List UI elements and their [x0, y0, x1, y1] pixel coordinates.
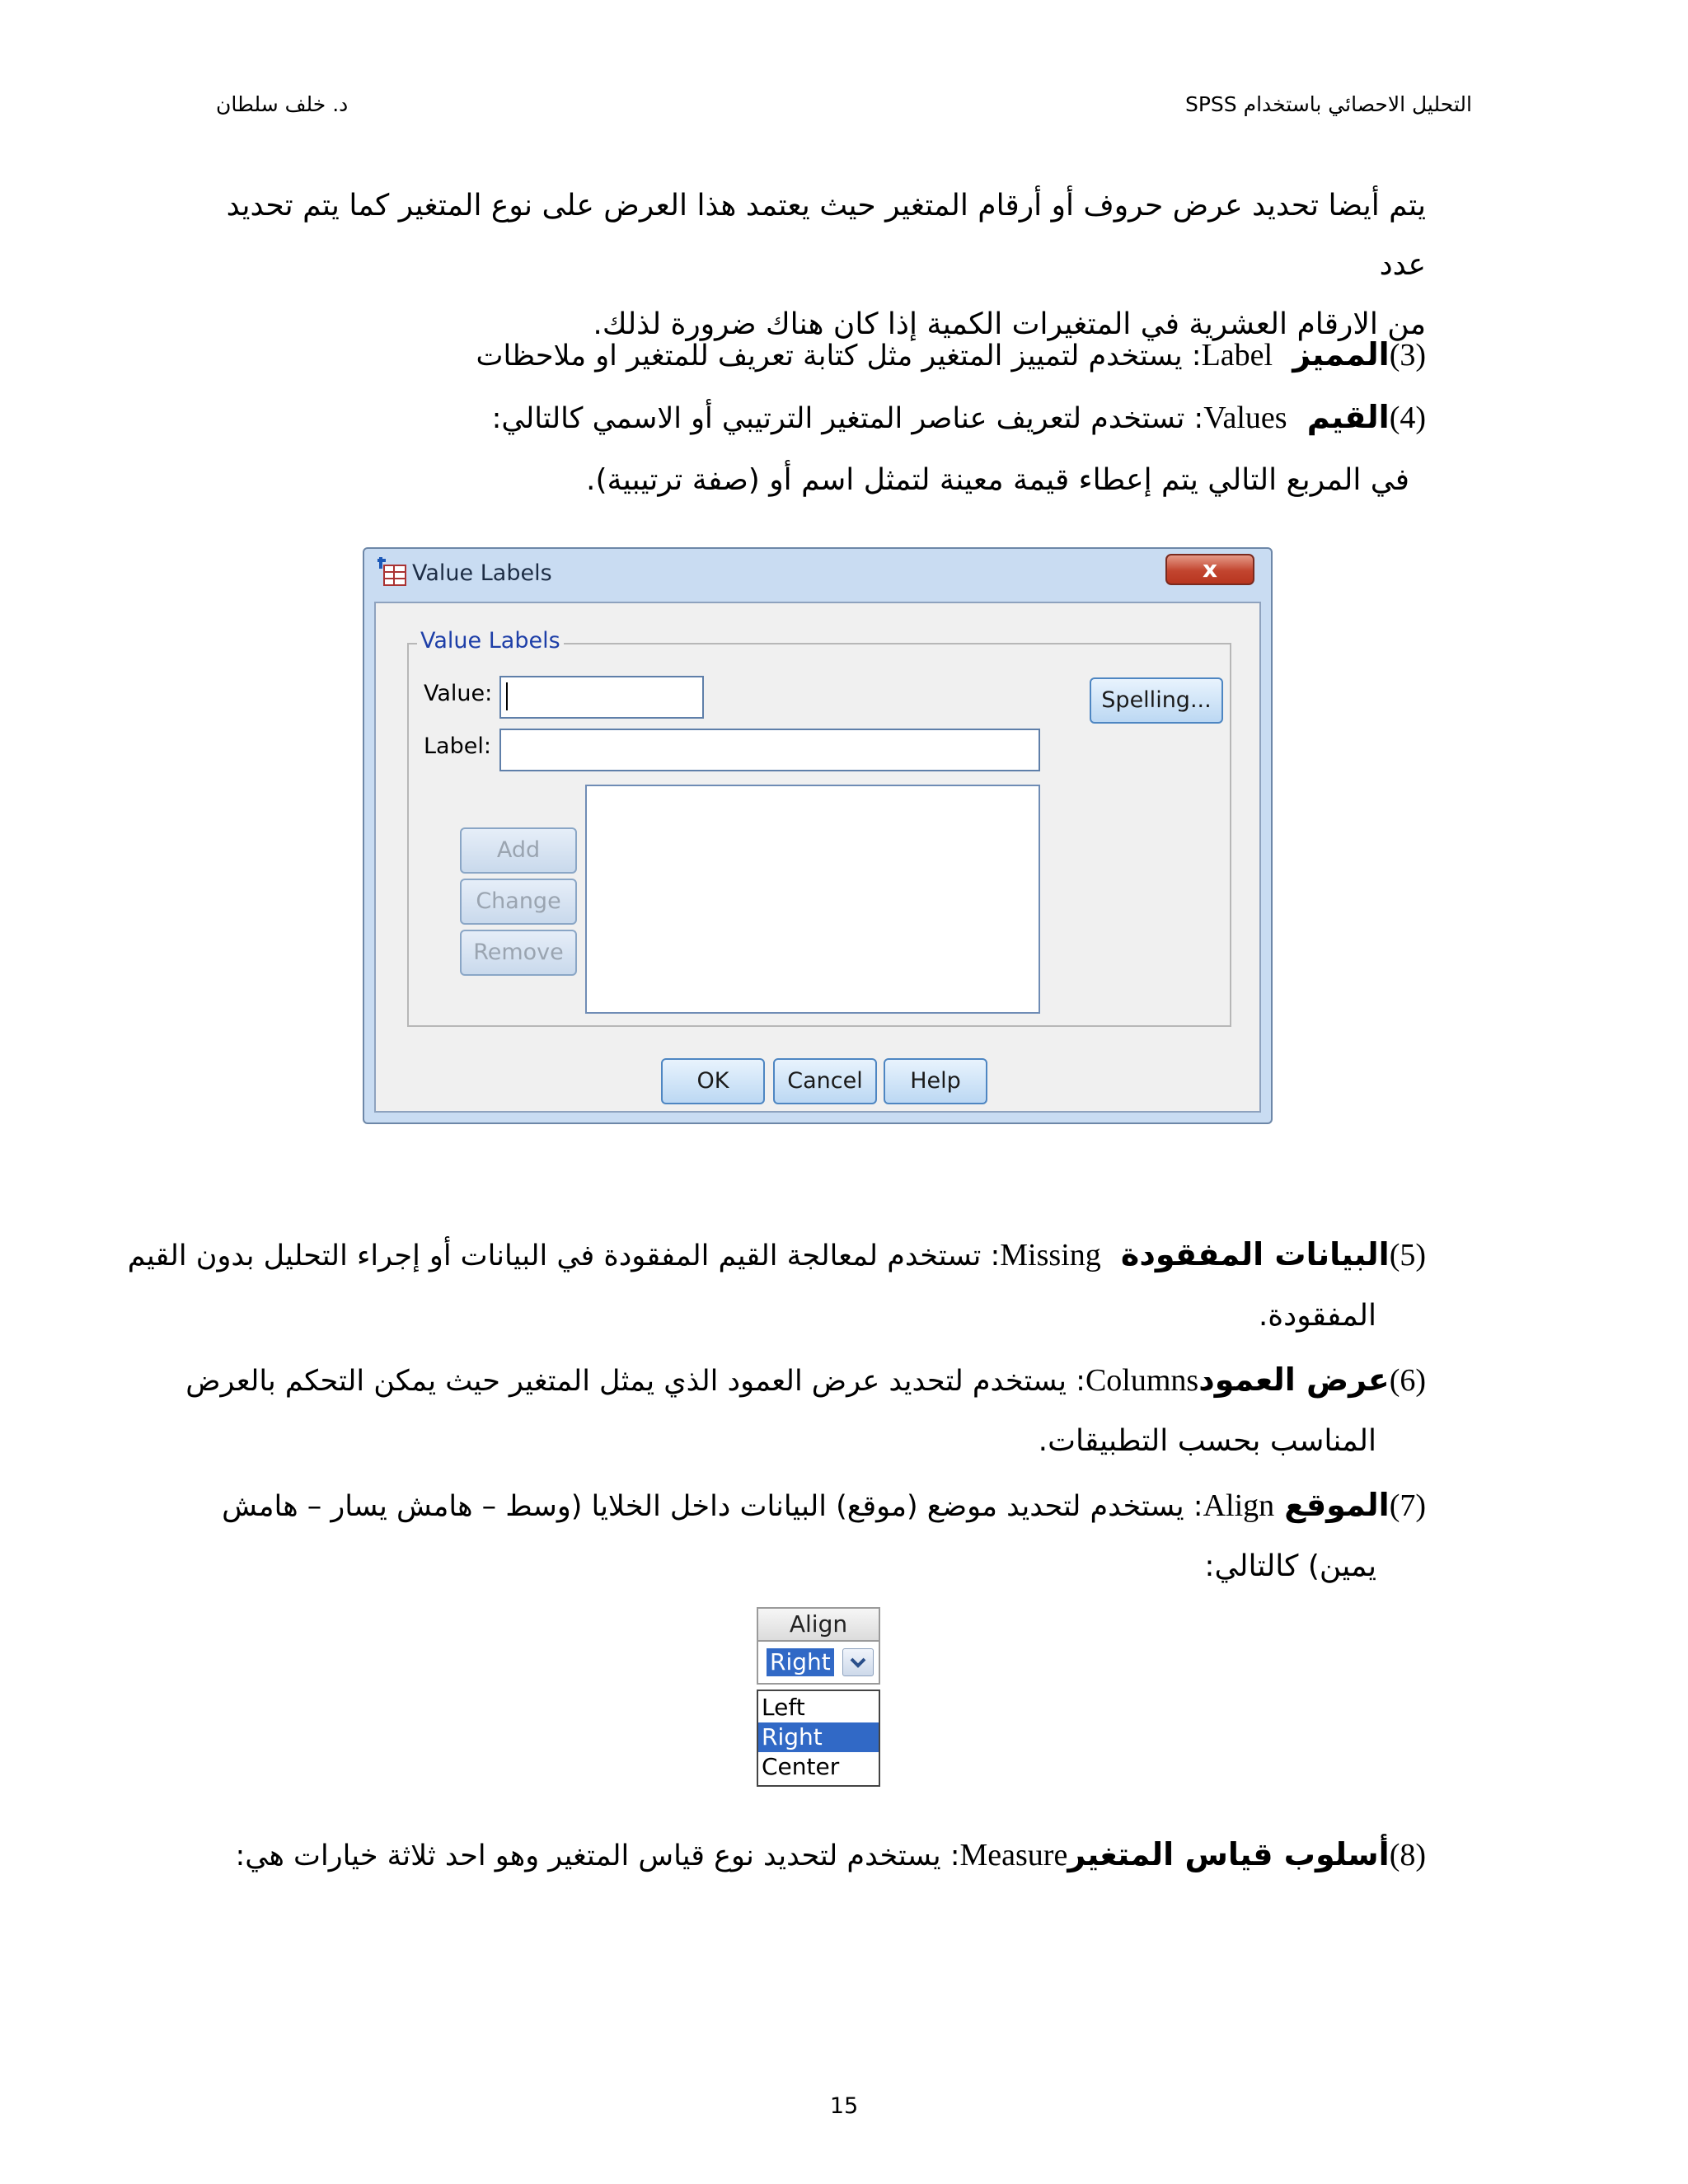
help-button[interactable]: Help — [884, 1058, 987, 1104]
value-labels-group — [407, 628, 1231, 1027]
ok-button[interactable]: OK — [661, 1058, 765, 1104]
align-widget — [757, 1607, 880, 1787]
align-options-list — [757, 1690, 880, 1787]
add-button[interactable]: Add — [460, 827, 577, 874]
align-option-center[interactable]: Center — [762, 1753, 840, 1780]
label-input[interactable] — [499, 729, 1040, 771]
align-column-header: Align — [757, 1607, 880, 1642]
cancel-button[interactable]: Cancel — [773, 1058, 877, 1104]
align-option-left[interactable]: Left — [762, 1694, 805, 1721]
term-missing: البيانات المفقودة — [1120, 1236, 1390, 1272]
term-values: القيم — [1306, 399, 1390, 435]
spss-dialog-icon — [376, 555, 409, 588]
chevron-down-icon — [843, 1649, 873, 1675]
value-labels-dialog — [363, 547, 1273, 1124]
item-align: (7)الموقع Align: يستخدم لتحديد موضع (موقع) البيانات داخل الخلايا (وسط – هامش يسار – هامش — [222, 1487, 1426, 1523]
header-author: د. خلف سلطان — [216, 92, 349, 116]
item-missing-cont: المفقودة. — [1258, 1299, 1376, 1333]
item-values: (4)القيم Values: تستخدم لتعريف عناصر المتغير الترتيبي أو الاسمي كالتالي: — [491, 399, 1426, 435]
term-columns: عرض العمود — [1198, 1361, 1390, 1398]
term-label: المميز — [1292, 336, 1390, 373]
remove-button[interactable]: Remove — [460, 930, 577, 976]
term-measure: أسلوب قياس المتغير — [1067, 1836, 1390, 1872]
group-title: Value Labels — [417, 628, 564, 654]
item-label: (3)المميز Label: يستخدم لتمييز المتغير مثل كتابة تعريف للمتغير او ملاحظات — [476, 336, 1426, 373]
item-align-cont: يمين) كالتالي: — [1204, 1549, 1376, 1583]
change-button[interactable]: Change — [460, 879, 577, 925]
close-button[interactable]: x — [1165, 554, 1254, 585]
align-selected-value: Right — [767, 1648, 834, 1676]
item-columns: (6)عرض العمودColumns: يستخدم لتحديد عرض العمود الذي يمثل المتغير حيث يمكن التحكم بالعرض — [185, 1361, 1426, 1398]
item-columns-cont: المناسب بحسب التطبيقات. — [1038, 1424, 1376, 1458]
intro-line-2: من الارقام العشرية في المتغيرات الكمية إذا كان هناك ضرورة لذلك. — [593, 307, 1426, 341]
value-labels-list[interactable] — [585, 785, 1040, 1014]
label-label: Label: — [424, 733, 491, 759]
align-option-right[interactable]: Right — [758, 1722, 879, 1752]
intro-line-1: يتم أيضا تحديد عرض حروف أو أرقام المتغير حيث يعتمد هذا العرض على نوع المتغير كما يتم تحديد عدد — [226, 189, 1426, 282]
value-input[interactable] — [499, 676, 704, 719]
term-align: الموقع — [1284, 1487, 1390, 1523]
align-select[interactable] — [757, 1642, 880, 1685]
text-caret — [506, 682, 508, 710]
value-label: Value: — [424, 681, 493, 706]
values-note: في المربع التالي يتم إعطاء قيمة معينة لتمثل اسم أو (صفة ترتيبية). — [586, 463, 1409, 497]
dialog-title: Value Labels — [412, 560, 552, 586]
intro-paragraph — [223, 176, 1426, 354]
dropdown-button[interactable] — [842, 1648, 874, 1676]
page-number: 15 — [829, 2093, 859, 2119]
spelling-button[interactable]: Spelling... — [1090, 677, 1223, 724]
header-title: التحليل الاحصائي باستخدام SPSS — [1184, 92, 1472, 116]
item-measure: (8)أسلوب قياس المتغيرMeasure: يستخدم لتحديد نوع قياس المتغير وهو احد ثلاثة خيارات هي: — [235, 1836, 1426, 1872]
dialog-body — [374, 602, 1261, 1113]
item-missing: (5)البيانات المفقودة Missing: تستخدم لمعالجة القيم المفقودة في البيانات أو إجراء التحليل بدون القيم — [127, 1236, 1426, 1272]
